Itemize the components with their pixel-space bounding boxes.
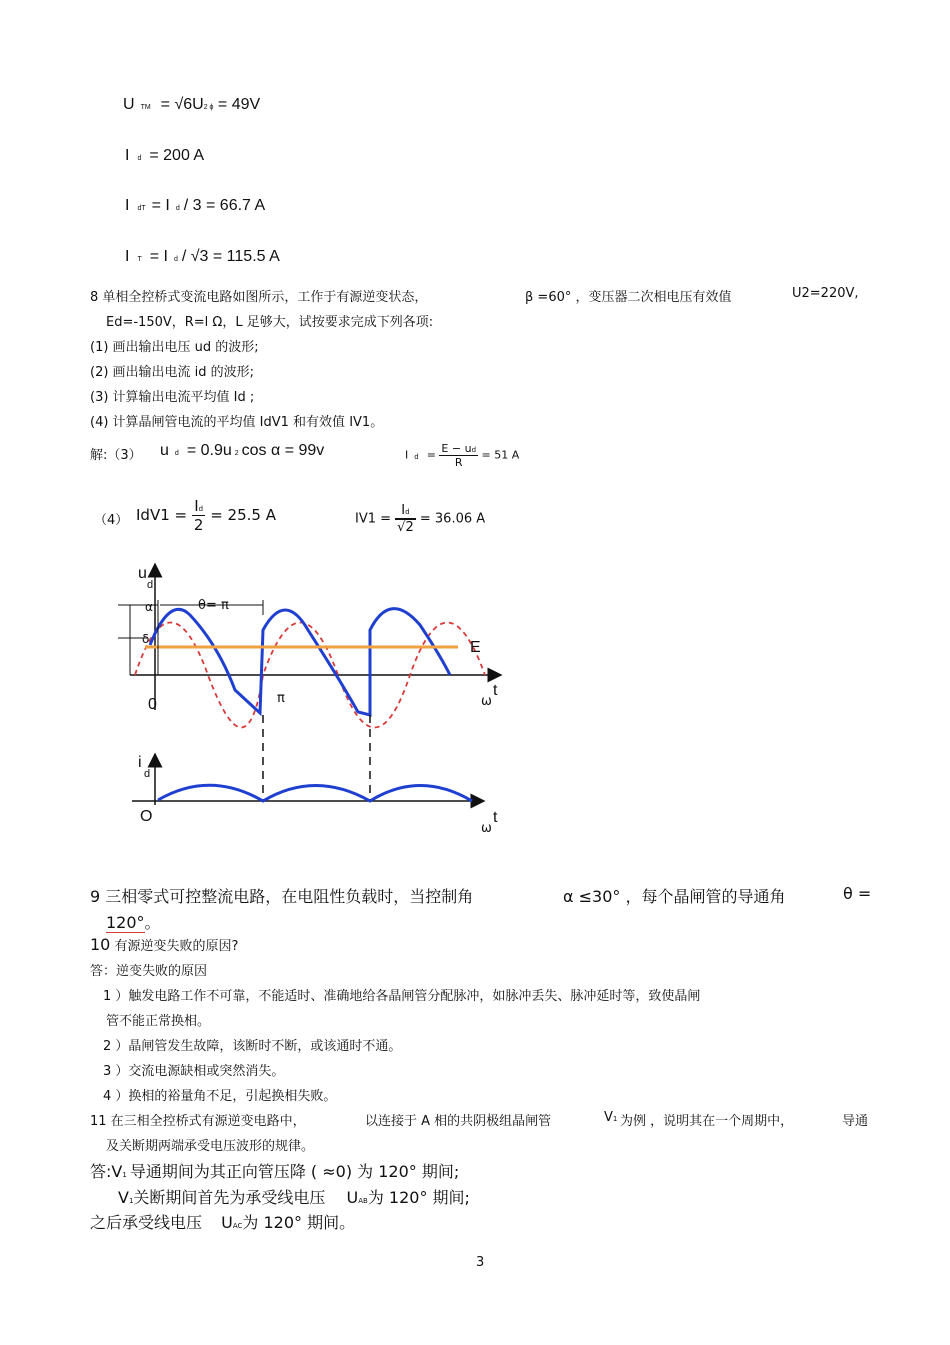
eq-utm: UTM = √6U2 ϕ = 49V <box>123 96 261 113</box>
eq-it: I T = I d / √3 = 115.5 A <box>125 248 280 265</box>
waveform-figure <box>100 555 520 840</box>
q9-line-a: 9 三相零式可控整流电路，在电阻性负载时，当控制角 <box>90 887 474 906</box>
q8-line1b: β =60° ，变压器二次相电压有效值 <box>525 290 732 305</box>
q10-item-4: 4 ）换相的裕量角不足，引起换相失败。 <box>103 1089 337 1104</box>
q8-line1a: 8 单相全控桥式变流电路如图所示，工作于有源逆变状态， <box>90 290 428 305</box>
q11-answer-1: 答:V1 导通期间为其正向管压降 ( ≈0) 为 120° 期间; <box>90 1162 460 1181</box>
label-zero: 0 <box>148 696 157 713</box>
sol3-id-equation: Id = $\frac{E - ud}{R}$ = 51 A <box>405 442 520 469</box>
eq-id: I d = 200 A <box>125 147 205 164</box>
label-O: O <box>140 808 153 825</box>
label-delta: δ <box>142 632 150 646</box>
label-u: u <box>138 565 147 582</box>
q11-answer-2: V1关断期间首先为承受线电压 UAB为 120° 期间; <box>118 1188 470 1207</box>
label-alpha: α <box>145 600 153 614</box>
q10-item-1: 1 ）触发电路工作不可靠，不能适时、准确地给各晶闸管分配脉冲，如脉冲丢失、脉冲延时等，致使晶闸 <box>103 989 701 1004</box>
q11-line1c: V1 <box>604 1110 618 1125</box>
q9-line-c: θ = <box>843 884 872 903</box>
q10-title: 10 有源逆变失败的原因? <box>90 935 239 954</box>
label-omega-top: ω <box>481 694 492 709</box>
q11-line1e: 导通 <box>842 1114 869 1129</box>
q8-line1c: U2=220V, <box>792 286 859 301</box>
q10-item-3: 3 ）交流电源缺相或突然消失。 <box>103 1064 285 1079</box>
sol3-ud-equation: ud = 0.9u 2 cos α = 99v <box>160 442 325 459</box>
q8-item-3: (3) 计算输出电流平均值 Id ; <box>90 390 255 405</box>
label-t-bottom: t <box>493 809 498 826</box>
label-t-top: t <box>493 682 498 699</box>
label-pi: π <box>277 691 285 706</box>
label-E: E <box>470 639 481 656</box>
label-theta: θ= π <box>198 598 229 613</box>
ud-waveform <box>150 609 450 715</box>
q9-line-b: α ≤30° ，每个晶闸管的导通角 <box>563 887 786 906</box>
q8-item-2: (2) 画出输出电流 id 的波形; <box>90 365 255 380</box>
q11-line2: 及关断期两端承受电压波形的规律。 <box>106 1139 315 1154</box>
label-i: i <box>138 754 142 771</box>
eq-idt: I dT = I d / 3 = 66.7 A <box>125 197 266 214</box>
q11-line1a: 11 在三相全控桥式有源逆变电路中， <box>90 1114 306 1129</box>
label-omega-bottom: ω <box>481 821 492 836</box>
sol4-idv1-equation: IdV1 = $\frac{Id}{2}$ = 25.5 A <box>136 497 276 534</box>
q11-line1d: 为例 ，说明其在一个周期中， <box>620 1114 794 1129</box>
q8-item-1: (1) 画出输出电压 ud 的波形; <box>90 340 259 355</box>
q8-line2: Ed=-150V，R=l Ω，L 足够大，试按要求完成下列各项: <box>106 315 434 330</box>
q11-line1b: 以连接于 A 相的共阴极组晶闸管 <box>365 1114 552 1129</box>
q10-answer-intro: 答：逆变失败的原因 <box>90 964 208 979</box>
q8-item-4: (4) 计算晶闸管电流的平均值 IdV1 和有效值 IV1。 <box>90 415 384 430</box>
q11-answer-3: 之后承受线电压 UAC为 120° 期间。 <box>90 1213 356 1232</box>
label-u-sub: d <box>147 579 154 591</box>
sol3-prefix: 解:（3） <box>90 448 142 463</box>
id-waveform <box>158 785 472 801</box>
sol4-prefix: （4） <box>94 513 129 528</box>
q9-answer: 120°。 <box>106 913 161 932</box>
sol4-iv1-equation: IV1 = $\frac{Id}{√2}$ = 36.06 A <box>355 503 486 535</box>
label-i-sub: d <box>144 768 151 780</box>
q10-item-1-cont: 管不能正常换相。 <box>106 1014 211 1029</box>
page-number: 3 <box>476 1255 485 1270</box>
q10-item-2: 2 ）晶闸管发生故障，该断时不断，或该通时不通。 <box>103 1039 402 1054</box>
